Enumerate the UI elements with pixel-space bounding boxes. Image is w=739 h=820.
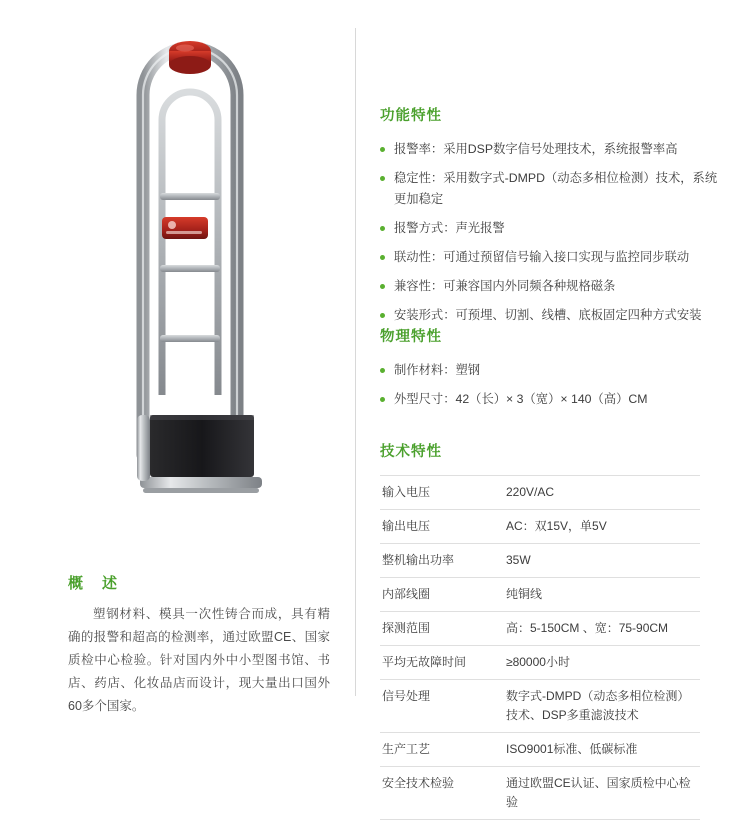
table-row [380, 544, 700, 578]
spec-key: 探测范围 [382, 621, 431, 635]
physical-list [380, 360, 720, 410]
table-row [380, 612, 700, 646]
feature-text: 联动性：可通过预留信号输入接口实现与监控同步联动 [394, 250, 690, 264]
spec-value: ISO9001标准、低碳标准 [506, 742, 638, 756]
list-item [380, 276, 720, 297]
table-row [380, 646, 700, 680]
spec-key: 生产工艺 [382, 742, 431, 756]
feature-text: 兼容性：可兼容国内外同频各种规格磁条 [394, 279, 616, 293]
feature-text: 报警方式：声光报警 [394, 221, 505, 235]
features-list [380, 139, 720, 326]
list-item [380, 218, 720, 239]
bullet-dot-icon [380, 147, 385, 152]
bullet-dot-icon [380, 397, 385, 402]
spec-value: AC：双15V，单5V [506, 519, 607, 533]
overview-body: 塑钢材料、模具一次性铸合而成，具有精确的报警和超高的检测率，通过欧盟CE、国家质检中心检验。针对国内外中小型图书馆、书店、药店、化妆品店而设计，现大量出口国外60多个国家。 [68, 607, 330, 713]
list-item [380, 139, 720, 160]
technical-title: 技术特性 [380, 444, 442, 460]
bullet-dot-icon [380, 226, 385, 231]
feature-text: 报警率：采用DSP数字信号处理技术，系统报警率高 [394, 142, 678, 156]
physical-text: 制作材料：塑钢 [394, 363, 481, 377]
left-column [0, 0, 352, 725]
spec-value: 35W [506, 553, 531, 567]
table-row [380, 476, 700, 510]
section-features [380, 104, 720, 334]
spec-value: 通过欧盟CE认证、国家质检中心检验 [506, 776, 691, 809]
spec-key: 输入电压 [382, 485, 431, 499]
spec-value: 220V/AC [506, 485, 555, 499]
table-row [380, 767, 700, 820]
feature-text: 安装形式：可预埋、切割、线槽、底板固定四种方式安装 [394, 308, 702, 322]
overview-block [68, 572, 330, 718]
table-row [380, 578, 700, 612]
list-item [380, 168, 720, 210]
bullet-dot-icon [380, 368, 385, 373]
feature-text: 稳定性：采用数字式-DMPD（动态多相位检测）技术，系统更加稳定 [394, 171, 718, 206]
column-divider [355, 28, 356, 696]
bullet-dot-icon [380, 255, 385, 260]
bullet-dot-icon [380, 176, 385, 181]
physical-text: 外型尺寸：42（长）× 3（宽）× 140（高）CM [394, 392, 648, 406]
product-photo [110, 25, 270, 495]
spec-value: 纯铜线 [506, 587, 543, 601]
bullet-dot-icon [380, 313, 385, 318]
physical-title: 物理特性 [380, 329, 442, 345]
section-physical [380, 325, 720, 418]
spec-key: 输出电压 [382, 519, 431, 533]
spec-value: ≥80000小时 [506, 655, 570, 669]
section-technical [380, 440, 720, 820]
list-item [380, 247, 720, 268]
list-item [380, 389, 720, 410]
features-title: 功能特性 [380, 108, 442, 124]
technical-spec-table [380, 475, 700, 820]
overview-title: 概 述 [68, 575, 120, 592]
list-item [380, 305, 720, 326]
spec-key: 安全技术检验 [382, 776, 455, 790]
list-item [380, 360, 720, 381]
spec-key: 平均无故障时间 [382, 655, 467, 669]
spec-key: 内部线圈 [382, 587, 431, 601]
bullet-dot-icon [380, 284, 385, 289]
spec-value: 数字式-DMPD（动态多相位检测）技术、DSP多重滤波技术 [506, 689, 690, 722]
table-row [380, 733, 700, 767]
spec-value: 高：5-150CM 、宽：75-90CM [506, 621, 669, 635]
table-row [380, 510, 700, 544]
spec-key: 整机输出功率 [382, 553, 455, 567]
spec-key: 信号处理 [382, 689, 431, 703]
